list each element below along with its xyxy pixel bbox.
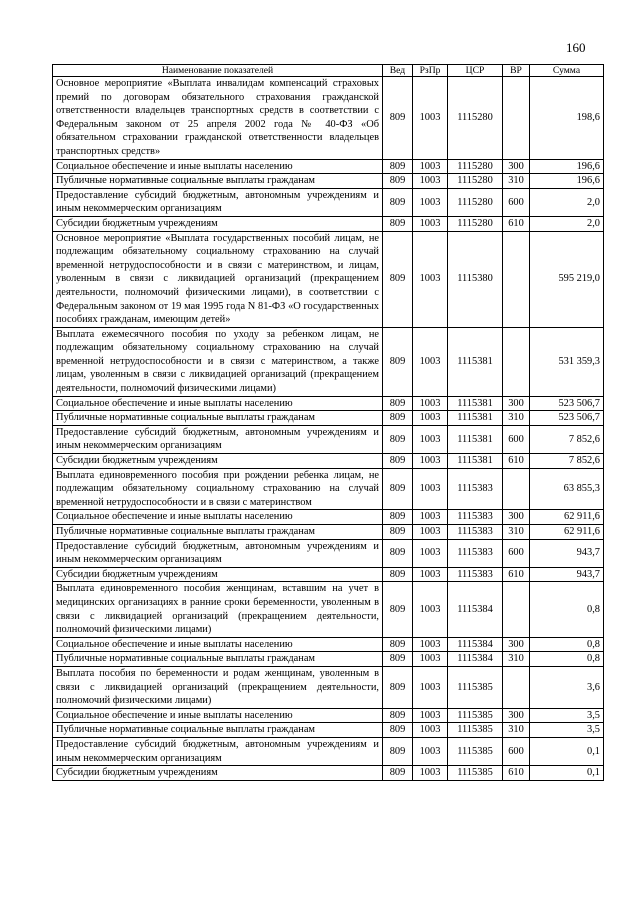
cell-vr bbox=[503, 327, 530, 396]
header-rzpr: РзПр bbox=[413, 65, 448, 77]
cell-csr: 1115385 bbox=[448, 723, 503, 738]
cell-name: Основное мероприятие «Выплата государственных пособий лицам, не подлежащим обязательному социальному страхованию на случай временной нетрудоспособности и в связи с материнством, и лицам, уволенным в связи с ликвидацией организаций (прекращением деятельности, полномочий физическими лицами), в соответствии с Федеральным законом от 19 мая 1995 года N 81-ФЗ «О государственных пособиях гражданам, имеющим детей» bbox=[53, 231, 383, 327]
cell-sum: 0,8 bbox=[530, 637, 604, 652]
cell-ved: 809 bbox=[383, 454, 413, 469]
cell-sum: 2,0 bbox=[530, 188, 604, 216]
cell-vr: 610 bbox=[503, 766, 530, 781]
header-ved: Вед bbox=[383, 65, 413, 77]
cell-csr: 1115384 bbox=[448, 652, 503, 667]
cell-sum: 7 852,6 bbox=[530, 454, 604, 469]
cell-name: Предоставление субсидий бюджетным, автономным учреждениям и иным некоммерческим организациям bbox=[53, 425, 383, 453]
cell-rzpr: 1003 bbox=[413, 327, 448, 396]
page-number: 160 bbox=[566, 40, 586, 55]
cell-rzpr: 1003 bbox=[413, 411, 448, 426]
table-row bbox=[53, 159, 604, 174]
table-header-row bbox=[53, 65, 604, 77]
table-row bbox=[53, 737, 604, 765]
cell-sum: 62 911,6 bbox=[530, 525, 604, 540]
cell-name: Выплата единовременного пособия женщинам, вставшим на учет в медицинских организациях в ранние сроки беременности, уволенным в связи с ликвидацией организаций (прекращением деятельности, полномочий физическими лицами) bbox=[53, 582, 383, 637]
table-row bbox=[53, 468, 604, 510]
cell-rzpr: 1003 bbox=[413, 567, 448, 582]
cell-vr: 610 bbox=[503, 567, 530, 582]
cell-vr: 600 bbox=[503, 188, 530, 216]
cell-name: Публичные нормативные социальные выплаты гражданам bbox=[53, 525, 383, 540]
cell-name: Социальное обеспечение и иные выплаты населению bbox=[53, 708, 383, 723]
table-row bbox=[53, 582, 604, 637]
cell-name: Социальное обеспечение и иные выплаты населению bbox=[53, 510, 383, 525]
cell-csr: 1115385 bbox=[448, 737, 503, 765]
cell-csr: 1115385 bbox=[448, 708, 503, 723]
cell-csr: 1115384 bbox=[448, 637, 503, 652]
header-name: Наименование показателей bbox=[53, 65, 383, 77]
cell-sum: 595 219,0 bbox=[530, 231, 604, 327]
cell-ved: 809 bbox=[383, 652, 413, 667]
cell-rzpr: 1003 bbox=[413, 708, 448, 723]
cell-rzpr: 1003 bbox=[413, 766, 448, 781]
cell-ved: 809 bbox=[383, 708, 413, 723]
cell-sum: 63 855,3 bbox=[530, 468, 604, 510]
table-row bbox=[53, 327, 604, 396]
cell-ved: 809 bbox=[383, 411, 413, 426]
cell-ved: 809 bbox=[383, 567, 413, 582]
cell-name: Предоставление субсидий бюджетным, автономным учреждениям и иным некоммерческим организациям bbox=[53, 539, 383, 567]
cell-sum: 531 359,3 bbox=[530, 327, 604, 396]
table-row bbox=[53, 708, 604, 723]
cell-sum: 943,7 bbox=[530, 539, 604, 567]
cell-sum: 196,6 bbox=[530, 174, 604, 189]
cell-name: Субсидии бюджетным учреждениям bbox=[53, 454, 383, 469]
cell-vr bbox=[503, 77, 530, 160]
cell-sum: 523 506,7 bbox=[530, 411, 604, 426]
cell-rzpr: 1003 bbox=[413, 539, 448, 567]
cell-rzpr: 1003 bbox=[413, 723, 448, 738]
cell-sum: 196,6 bbox=[530, 159, 604, 174]
cell-sum: 0,8 bbox=[530, 582, 604, 637]
table-row bbox=[53, 77, 604, 160]
cell-rzpr: 1003 bbox=[413, 231, 448, 327]
cell-csr: 1115383 bbox=[448, 539, 503, 567]
cell-rzpr: 1003 bbox=[413, 582, 448, 637]
cell-vr bbox=[503, 582, 530, 637]
cell-csr: 1115381 bbox=[448, 454, 503, 469]
table-row bbox=[53, 510, 604, 525]
table-row bbox=[53, 396, 604, 411]
cell-ved: 809 bbox=[383, 425, 413, 453]
cell-ved: 809 bbox=[383, 582, 413, 637]
cell-vr: 600 bbox=[503, 539, 530, 567]
table-row bbox=[53, 425, 604, 453]
cell-vr: 310 bbox=[503, 525, 530, 540]
cell-csr: 1115280 bbox=[448, 188, 503, 216]
cell-sum: 3,5 bbox=[530, 708, 604, 723]
table-row bbox=[53, 216, 604, 231]
cell-sum: 523 506,7 bbox=[530, 396, 604, 411]
cell-sum: 943,7 bbox=[530, 567, 604, 582]
cell-name: Предоставление субсидий бюджетным, автономным учреждениям и иным некоммерческим организациям bbox=[53, 737, 383, 765]
cell-vr: 610 bbox=[503, 216, 530, 231]
cell-ved: 809 bbox=[383, 174, 413, 189]
cell-sum: 0,8 bbox=[530, 652, 604, 667]
cell-csr: 1115383 bbox=[448, 468, 503, 510]
cell-ved: 809 bbox=[383, 231, 413, 327]
cell-vr: 310 bbox=[503, 174, 530, 189]
cell-vr: 300 bbox=[503, 708, 530, 723]
cell-ved: 809 bbox=[383, 188, 413, 216]
cell-rzpr: 1003 bbox=[413, 737, 448, 765]
table-row bbox=[53, 174, 604, 189]
cell-name: Выплата ежемесячного пособия по уходу за ребенком лицам, не подлежащим обязательному социальному страхованию на случай временной нетрудоспособности и в связи с материнством, а также лицам, уволенным в связи с ликвидацией организаций (прекращением деятельности, полномочий физическими лицами) bbox=[53, 327, 383, 396]
header-sum: Сумма bbox=[530, 65, 604, 77]
cell-name: Публичные нормативные социальные выплаты гражданам bbox=[53, 723, 383, 738]
cell-rzpr: 1003 bbox=[413, 174, 448, 189]
cell-rzpr: 1003 bbox=[413, 159, 448, 174]
cell-ved: 809 bbox=[383, 468, 413, 510]
cell-csr: 1115381 bbox=[448, 327, 503, 396]
cell-vr: 300 bbox=[503, 396, 530, 411]
cell-name: Социальное обеспечение и иные выплаты населению bbox=[53, 159, 383, 174]
cell-ved: 809 bbox=[383, 159, 413, 174]
cell-ved: 809 bbox=[383, 510, 413, 525]
cell-csr: 1115385 bbox=[448, 666, 503, 708]
cell-vr bbox=[503, 468, 530, 510]
cell-vr bbox=[503, 666, 530, 708]
table-row bbox=[53, 723, 604, 738]
cell-csr: 1115383 bbox=[448, 510, 503, 525]
table-row bbox=[53, 666, 604, 708]
cell-rzpr: 1003 bbox=[413, 396, 448, 411]
cell-ved: 809 bbox=[383, 539, 413, 567]
cell-ved: 809 bbox=[383, 737, 413, 765]
cell-vr: 600 bbox=[503, 737, 530, 765]
cell-ved: 809 bbox=[383, 327, 413, 396]
cell-rzpr: 1003 bbox=[413, 637, 448, 652]
cell-vr: 300 bbox=[503, 159, 530, 174]
cell-vr: 310 bbox=[503, 723, 530, 738]
header-csr: ЦСР bbox=[448, 65, 503, 77]
cell-csr: 1115381 bbox=[448, 425, 503, 453]
cell-name: Социальное обеспечение и иные выплаты населению bbox=[53, 637, 383, 652]
cell-sum: 7 852,6 bbox=[530, 425, 604, 453]
cell-sum: 0,1 bbox=[530, 766, 604, 781]
cell-sum: 62 911,6 bbox=[530, 510, 604, 525]
cell-sum: 0,1 bbox=[530, 737, 604, 765]
cell-vr bbox=[503, 231, 530, 327]
table-row bbox=[53, 231, 604, 327]
cell-rzpr: 1003 bbox=[413, 652, 448, 667]
cell-csr: 1115280 bbox=[448, 174, 503, 189]
cell-rzpr: 1003 bbox=[413, 77, 448, 160]
table-row bbox=[53, 454, 604, 469]
cell-rzpr: 1003 bbox=[413, 425, 448, 453]
cell-vr: 610 bbox=[503, 454, 530, 469]
cell-name: Социальное обеспечение и иные выплаты населению bbox=[53, 396, 383, 411]
cell-csr: 1115380 bbox=[448, 231, 503, 327]
cell-vr: 300 bbox=[503, 510, 530, 525]
cell-name: Субсидии бюджетным учреждениям bbox=[53, 216, 383, 231]
cell-csr: 1115385 bbox=[448, 766, 503, 781]
cell-csr: 1115384 bbox=[448, 582, 503, 637]
cell-sum: 3,5 bbox=[530, 723, 604, 738]
cell-ved: 809 bbox=[383, 77, 413, 160]
cell-ved: 809 bbox=[383, 723, 413, 738]
cell-name: Субсидии бюджетным учреждениям bbox=[53, 766, 383, 781]
cell-name: Основное мероприятие «Выплата инвалидам компенсаций страховых премий по договорам обязательного страхования гражданской ответственности владельцев транспортных средств в соответствии с Федеральным законом от 25 апреля 2002 года № 40-ФЗ «Об обязательном страховании гражданской ответственности владельцев транспортных средств» bbox=[53, 77, 383, 160]
cell-csr: 1115280 bbox=[448, 77, 503, 160]
cell-rzpr: 1003 bbox=[413, 216, 448, 231]
cell-vr: 600 bbox=[503, 425, 530, 453]
cell-rzpr: 1003 bbox=[413, 468, 448, 510]
cell-name: Выплата пособия по беременности и родам женщинам, уволенным в связи с ликвидацией организаций (прекращением деятельности, полномочий физическими лицами) bbox=[53, 666, 383, 708]
table-row bbox=[53, 652, 604, 667]
cell-csr: 1115381 bbox=[448, 411, 503, 426]
cell-rzpr: 1003 bbox=[413, 454, 448, 469]
cell-ved: 809 bbox=[383, 216, 413, 231]
budget-table bbox=[52, 64, 604, 781]
cell-name: Субсидии бюджетным учреждениям bbox=[53, 567, 383, 582]
cell-name: Публичные нормативные социальные выплаты гражданам bbox=[53, 411, 383, 426]
cell-ved: 809 bbox=[383, 396, 413, 411]
table-row bbox=[53, 539, 604, 567]
cell-name: Публичные нормативные социальные выплаты гражданам bbox=[53, 174, 383, 189]
table-row bbox=[53, 766, 604, 781]
cell-ved: 809 bbox=[383, 525, 413, 540]
cell-csr: 1115280 bbox=[448, 216, 503, 231]
cell-name: Публичные нормативные социальные выплаты гражданам bbox=[53, 652, 383, 667]
table-row bbox=[53, 637, 604, 652]
cell-rzpr: 1003 bbox=[413, 188, 448, 216]
header-vr: ВР bbox=[503, 65, 530, 77]
cell-vr: 310 bbox=[503, 411, 530, 426]
cell-sum: 198,6 bbox=[530, 77, 604, 160]
table-row bbox=[53, 567, 604, 582]
cell-vr: 300 bbox=[503, 637, 530, 652]
cell-csr: 1115280 bbox=[448, 159, 503, 174]
cell-sum: 3,6 bbox=[530, 666, 604, 708]
cell-ved: 809 bbox=[383, 766, 413, 781]
cell-ved: 809 bbox=[383, 666, 413, 708]
cell-vr: 310 bbox=[503, 652, 530, 667]
table-row bbox=[53, 411, 604, 426]
table-row bbox=[53, 188, 604, 216]
cell-csr: 1115383 bbox=[448, 567, 503, 582]
cell-csr: 1115381 bbox=[448, 396, 503, 411]
cell-csr: 1115383 bbox=[448, 525, 503, 540]
cell-name: Выплата единовременного пособия при рождении ребенка лицам, не подлежащим обязательному социальному страхованию на случай временной нетрудоспособности и в связи с материнством bbox=[53, 468, 383, 510]
cell-sum: 2,0 bbox=[530, 216, 604, 231]
cell-rzpr: 1003 bbox=[413, 525, 448, 540]
cell-name: Предоставление субсидий бюджетным, автономным учреждениям и иным некоммерческим организациям bbox=[53, 188, 383, 216]
cell-ved: 809 bbox=[383, 637, 413, 652]
cell-rzpr: 1003 bbox=[413, 666, 448, 708]
cell-rzpr: 1003 bbox=[413, 510, 448, 525]
table-row bbox=[53, 525, 604, 540]
